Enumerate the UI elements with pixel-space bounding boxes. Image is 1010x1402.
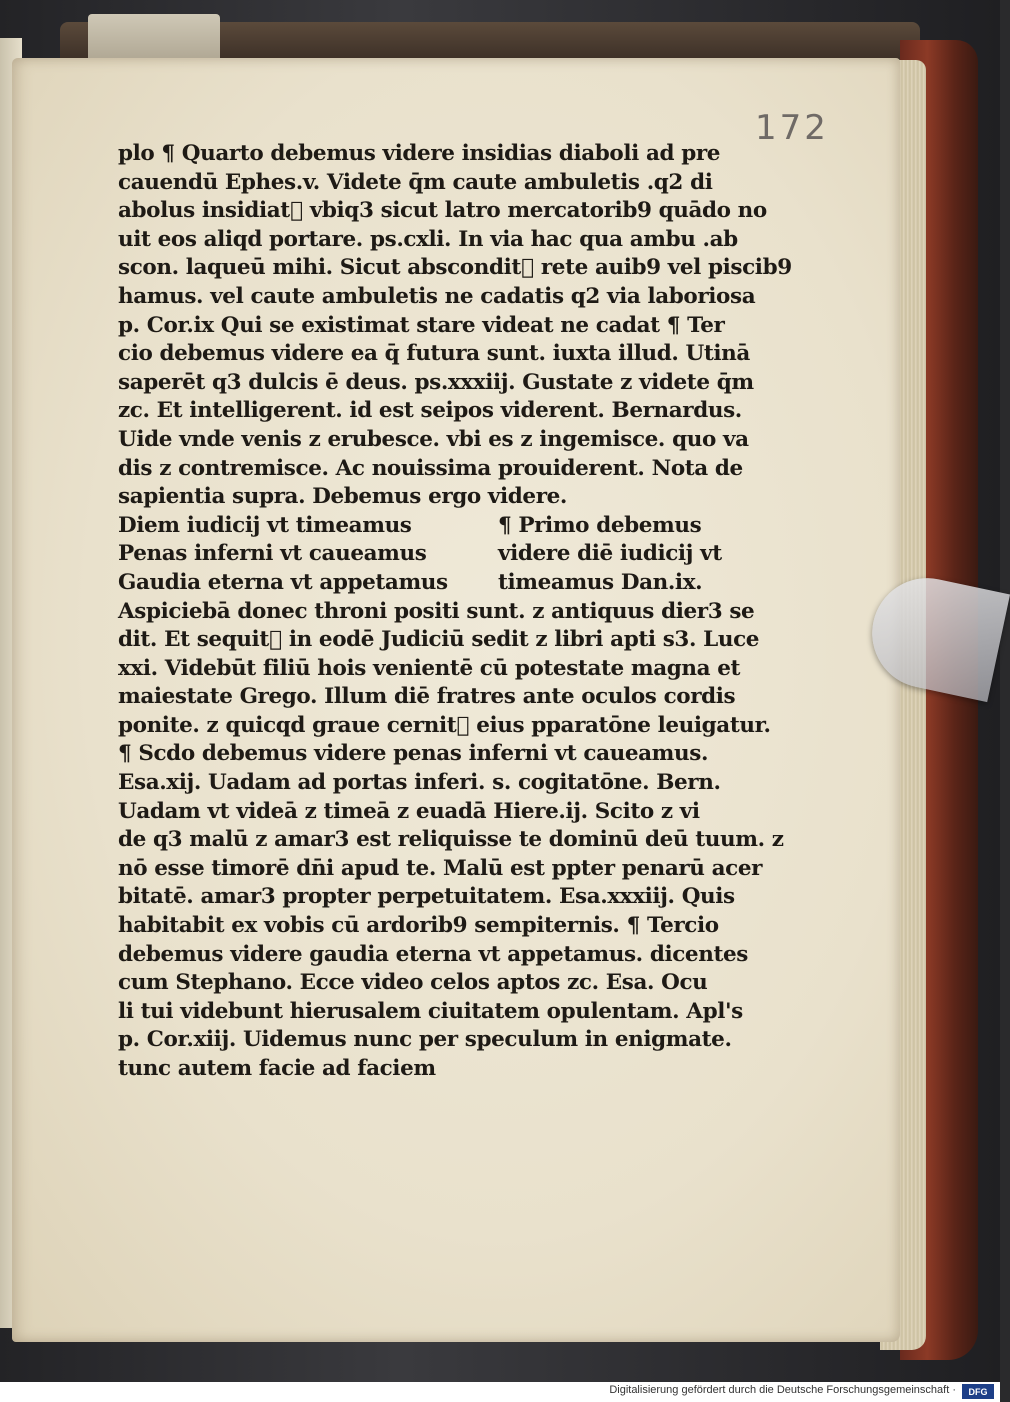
main-text-block [118,140,792,1084]
text-line: timeamus Dan.ix. [498,569,703,595]
text-line: p. Cor.ix Qui se existimat stare videat ne cadat ¶ Ter [118,312,725,338]
text-line: habitabit ex vobis cū ardorib9 sempiternis. ¶ Tercio [118,913,719,939]
text-line: scon. laqueū mihi. Sicut abscondit᷑ rete auib9 vel piscib9 [118,255,792,281]
text-section-bottom [118,598,784,1084]
folio-number: 172 [755,108,829,148]
text-line: li tui videbunt hierusalem ciuitatem opulentam. Apl's [118,998,743,1024]
footer-bar [0,1382,1000,1402]
text-line: videre diē iudicij vt [498,541,722,567]
text-line: abolus insidiat᷑ vbiq3 sicut latro mercatorib9 quādo no [118,198,767,224]
text-line: debemus videre gaudia eterna vt appetamus. dicentes [118,941,748,967]
text-line: ¶ Scdo debemus videre penas inferni vt caueamus. [118,741,709,767]
text-line: dit. Et sequit᷑ in eodē Judiciū sedit z libri apti s3. Luce [118,627,760,653]
text-line: xxi. Videbūt filiū hois venientē cū potestate magna et [118,655,741,681]
text-line: cio debemus videre ea q̄ futura sunt. iuxta illud. Utinā [118,341,750,367]
text-line: Gaudia eterna vt appetamus [118,569,448,595]
text-line: ponite. z quicqd graue cernit᷑ eius pparatōne leuigatur. [118,712,771,738]
text-line: saperēt q3 dulcis ē deus. ps.xxxiij. Gustate z videte q̄m [118,369,754,395]
text-line: hamus. vel caute ambuletis ne cadatis q2 via laboriosa [118,283,756,309]
text-line: cum Stephano. Ecce video celos aptos zc. Esa. Ocu [118,970,708,996]
text-line: Penas inferni vt caueamus [118,541,427,567]
text-line: Diem iudicij vt timeamus [118,512,412,538]
text-section-top [118,140,792,512]
two-column-section [118,512,723,598]
text-line: cauendū Ephes.v. Videte q̄m caute ambuletis .q2 di [118,169,713,195]
text-column-right [498,512,723,598]
text-line: sapientia supra. Debemus ergo videre. [118,484,567,510]
text-line: zc. Et intelligerent. id est seipos viderent. Bernardus. [118,398,742,424]
text-line: maiestate Grego. Illum diē fratres ante oculos cordis [118,684,736,710]
text-line: Aspiciebā donec throni positi sunt. z antiquus dier3 se [118,598,755,624]
text-line: plo ¶ Quarto debemus videre insidias diaboli ad pre [118,141,721,166]
text-line: Uide vnde venis z erubesce. vbi es z ingemisce. quo va [118,426,749,452]
text-line: Uadam vt videā z timeā z euadā Hiere.ij. Scito z vi [118,798,700,824]
text-line: bitatē. amar3 propter perpetuitatem. Esa.xxxiij. Quis [118,884,735,910]
footer-credit: Digitalisierung gefördert durch die Deutsche Forschungsgemeinschaft · [609,1384,956,1396]
text-line: Esa.xij. Uadam ad portas inferi. s. cogitatōne. Bern. [118,770,721,796]
dfg-logo: DFG [962,1384,994,1399]
text-line: nō esse timorē dn̄i apud te. Malū est ppter penarū acer [118,855,763,881]
text-line: uit eos aliqd portare. ps.cxli. In via hac qua ambu .ab [118,226,738,252]
text-line: dis z contremisce. Ac nouissima prouiderent. Nota de [118,455,743,481]
text-line: de q3 malū z amar3 est reliquisse te dominū deū tuum. z [118,827,784,853]
text-line: p. Cor.xiij. Uidemus nunc per speculum in enigmate. [118,1027,732,1053]
text-line: ¶ Primo debemus [498,512,702,538]
text-column-left [118,512,498,598]
text-line: tunc autem facie ad faciem [118,1056,436,1081]
